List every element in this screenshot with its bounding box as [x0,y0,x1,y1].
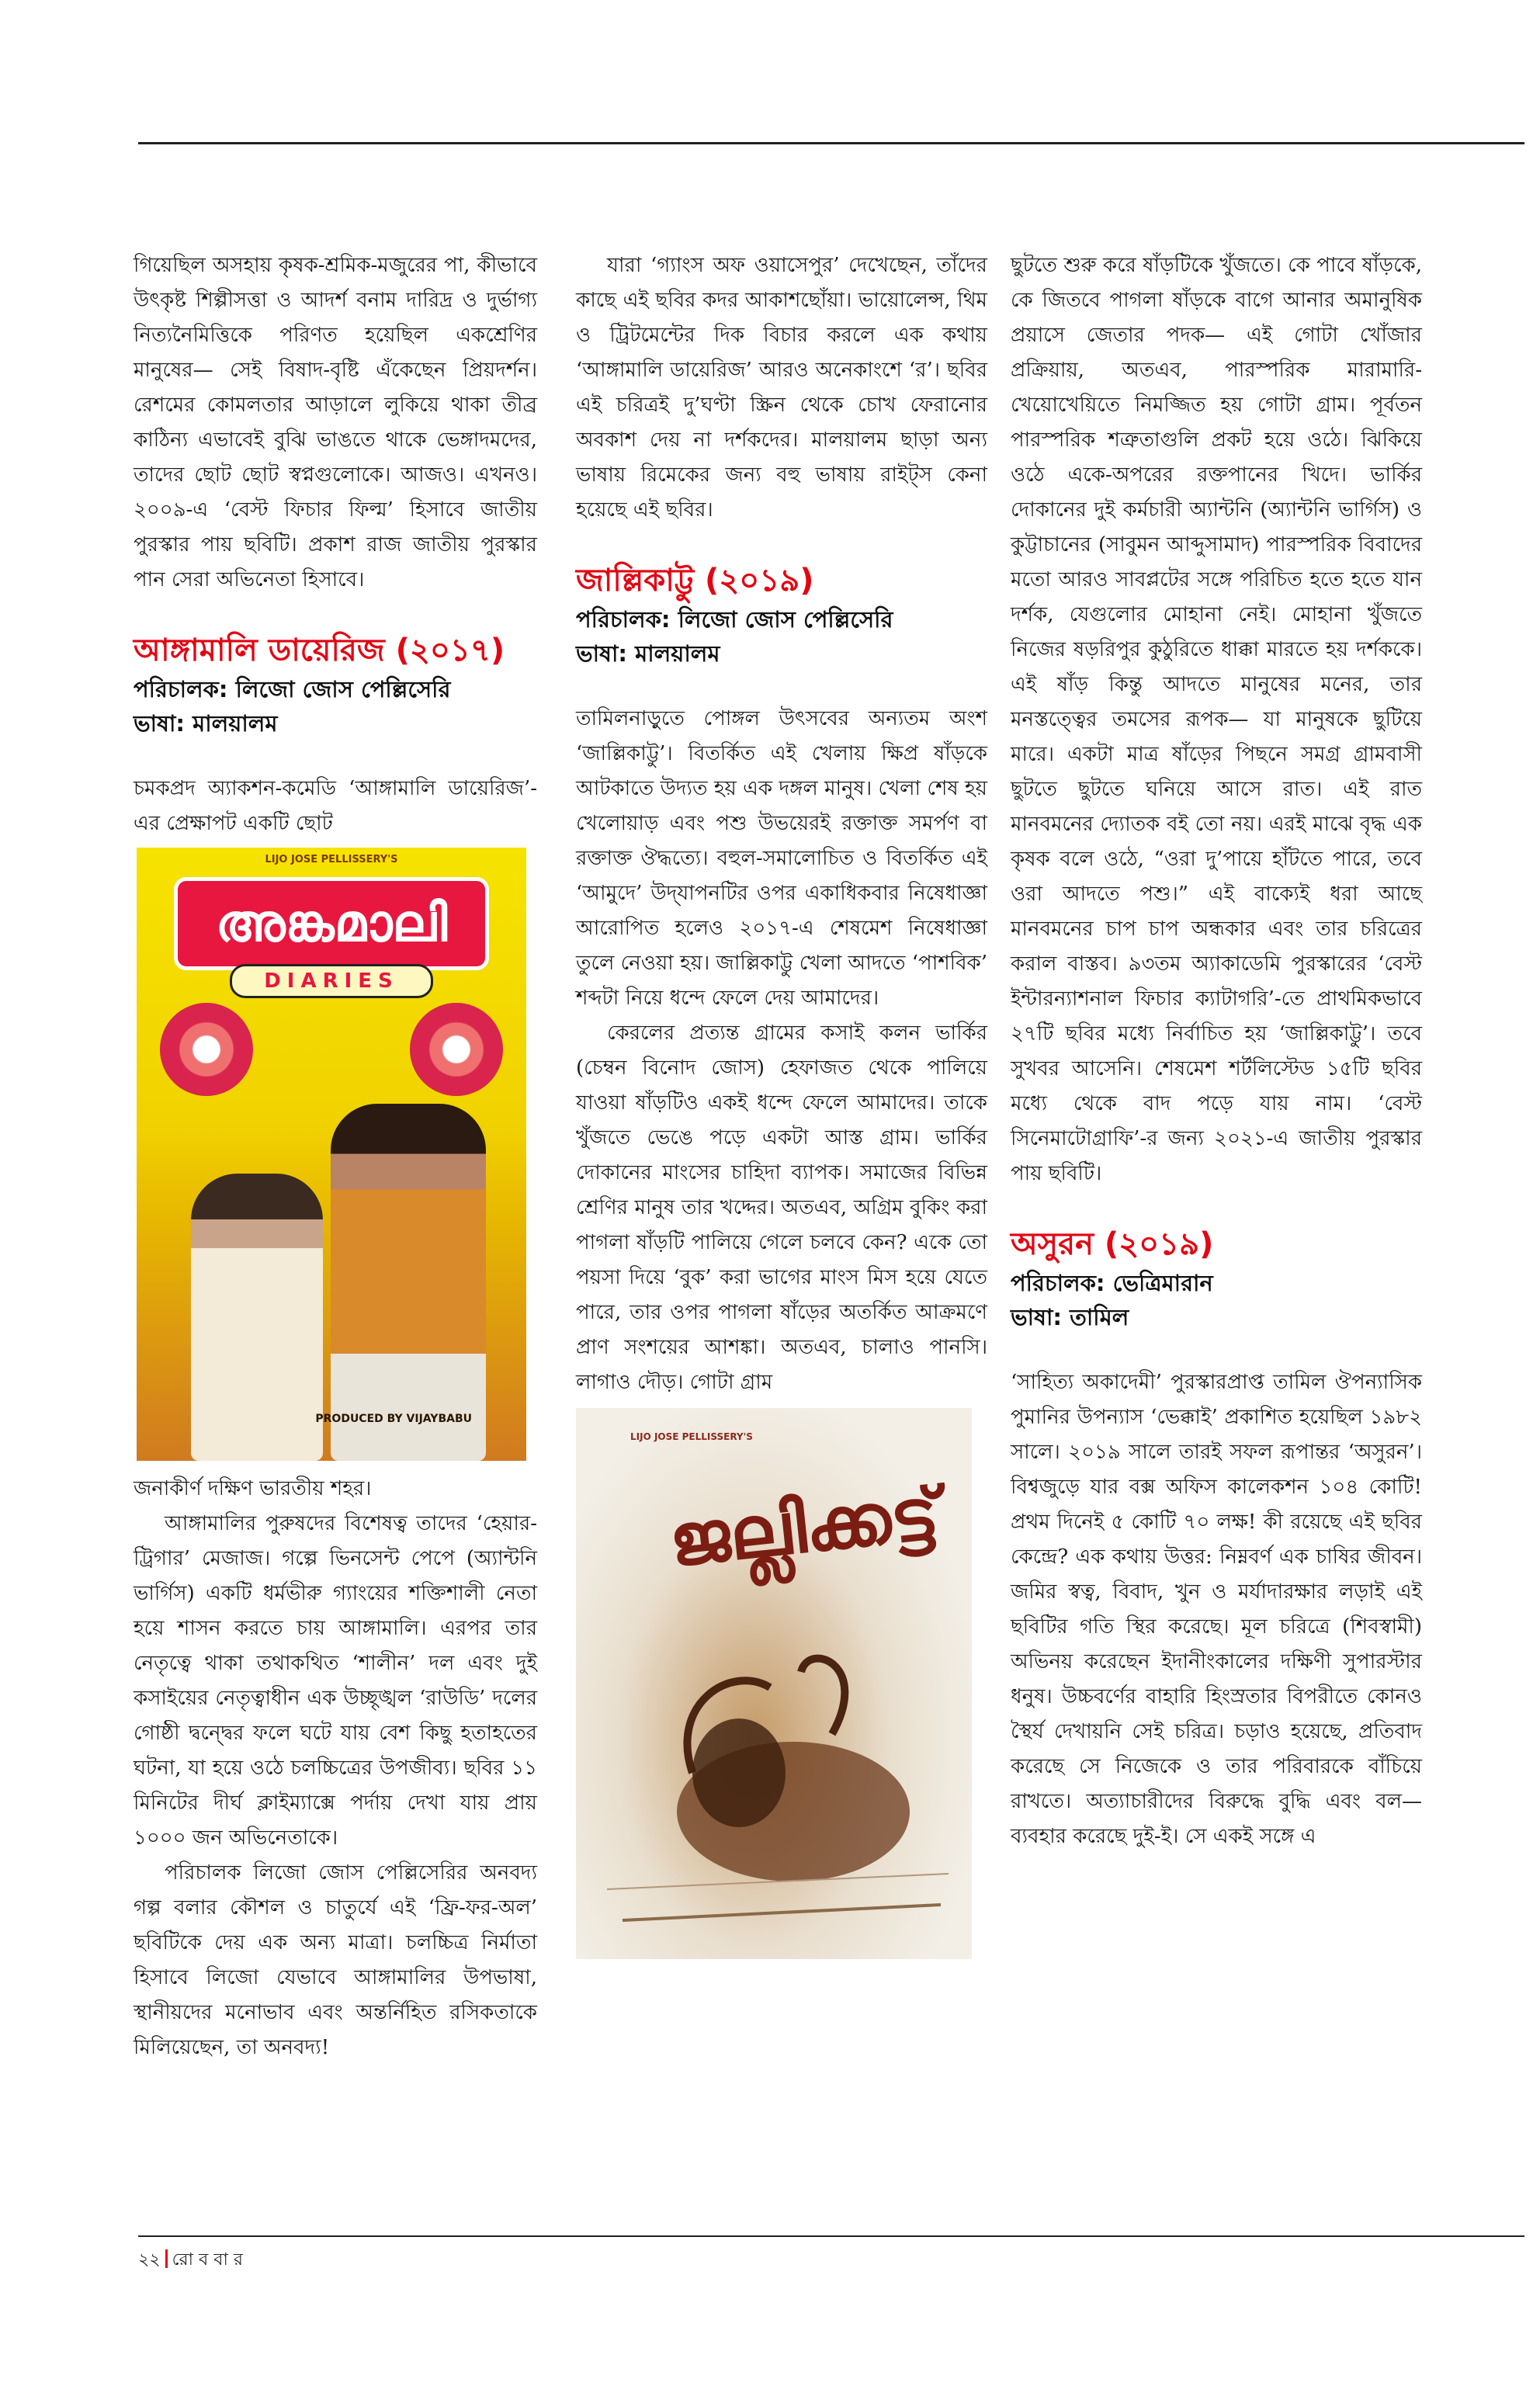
jallikattu-poster [576,1408,972,1959]
section-title-asuran: অসুরন (২০১৯) [1011,1226,1214,1262]
paragraph: চমকপ্রদ অ্যাকশন-কমেডি ‘আঙ্গামালি ডায়েরিজ’-এর প্রেক্ষাপট একটি ছোট [134,777,537,835]
paragraph: পরিচালক লিজো জোস পেল্লিসেরির অনবদ্য গল্প বলার কৌশল ও চাতুর্যে এই ‘ফ্রি-ফর-অল’ ছবিটিকে দেয় এক অন্য মাত্রা। চলচ্চিত্র নির্মাতা হিসাবে লিজো যেভাবে আঙ্গামালির উপভাষা, স্থানীয়দের মনোভাব এবং অন্তর্নিহিত রসিকতাকে মিলিয়েছেন, তা অনবদ্য! [134,1861,537,2059]
section-title-jallikattu: জাল্লিকাট্টু (২০১৯) [576,563,814,598]
director-line: পরিচালক: লিজো জোস পেল্লিসেরি [576,606,893,633]
paragraph: ‘সাহিত্য অকাদেমী’ পুরস্কারপ্রাপ্ত তামিল ঔপন্যাসিক পুমানির উপন্যাস ‘ভেক্কাই’ প্রকাশিত হয়েছিল ১৯৮২ সালে। ২০১৯ সালে তারই সফল রূপান্তর ‘অসুরন’। বিশ্বজুড়ে যার বক্স অফিস কালেকশন ১০৪ কোটি! প্রথম দিনেই ৫ কোটি ৭০ লক্ষ! কী রয়েছে এই ছবির কেন্দ্রে? এক কথায় উত্তর: নিম্নবর্ণ এক চাষির জীবন। জমির স্বত্ব, বিবাদ, খুন ও মর্যাদারক্ষার লড়াই এই ছবিটির গতি স্থির করেছে। মূল চরিত্রে (শিবস্বামী) অভিনয় করেছেন ইদানীংকালের দক্ষিণী সুপারস্টার ধনুষ। উচ্চবর্ণের বাহারি হিংস্রতার বিপরীতে কোনও স্থৈর্য দেখায়নি সেই চরিত্র। চড়াও হয়েছে, প্রতিবাদ করেছে সে নিজেকে ও তার পরিবারকে বাঁচিয়ে রাখতে। অত্যাচারীদের বিরুদ্ধে বুদ্ধি এবং বল— ব্যবহার করেছে দুই-ই। সে একই সঙ্গে এ [1011,1371,1422,1848]
director-line: পরিচালক: ভেত্রিমারান [1011,1270,1213,1296]
magazine-name: রো ব বা র [172,2250,243,2270]
angamaly-diaries-poster [137,848,526,1461]
woman-figure [191,1174,323,1461]
column-3 [1011,248,1422,1854]
director-line: পরিচালক: লিজো জোস পেল্লিসেরি [134,676,451,702]
footer-divider [165,2249,168,2268]
bottom-rule [138,2235,1524,2237]
poster-title: അങ്കമാലി [174,877,489,970]
paragraph: গিয়েছিল অসহায় কৃষক-শ্রমিক-মজুরের পা, কীভাবে উৎকৃষ্ট শিল্পীসত্তা ও আদর্শ বনাম দারিদ্র ও দুর্ভাগ্য নিত্যনৈমিত্তিকে পরিণত হয়েছিল একশ্রেণির মানুষের— সেই বিষাদ-বৃষ্টি এঁকেছেন প্রিয়দর্শন। রেশমের কোমলতার আড়ালে লুকিয়ে থাকা তীব্র কাঠিন্য এভাবেই বুঝি ভাঙতে থাকে ভেঙ্গাদমদের, তাদের ছোট ছোট স্বপ্নগুলোকে। আজও। এখনও। ২০০৯-এ ‘বেস্ট ফিচার ফিল্ম’ হিসাবে জাতীয় পুরস্কার পায় ছবিটি। প্রকাশ রাজ জাতীয় পুরস্কার পান সেরা অভিনেতা হিসাবে। [134,254,537,591]
poster-credit: LIJO JOSE PELLISSERY'S [265,854,398,865]
man-figure [331,1104,486,1461]
top-rule [138,142,1524,144]
paragraph: কেরলের প্রত্যন্ত গ্রামের কসাই কলন ভার্কির (চেম্বন বিনোদ জোস) হেফাজত থেকে পালিয়ে যাওয়া ষাঁড়টিও একই ধন্দে ফেলে আমাদের। তাকে খুঁজতে ভেঙে পড়ে একটা আস্ত গ্রাম। ভার্কির দোকানের মাংসের চাহিদা ব্যাপক। সমাজের বিভিন্ন শ্রেণির মানুষ তার খদ্দের। অতএব, অগ্রিম বুকিং করা পাগলা ষাঁড়টি পালিয়ে গেলে চলবে কেন? একে তো পয়সা দিয়ে ‘বুক’ করা ভাগের মাংস মিস হয়ে যেতে পারে, তার ওপর পাগলা ষাঁড়ের অতর্কিত আক্রমণে প্রাণ সংশয়ের আশঙ্কা। অতএব, চালাও পানসি। লাগাও দৌড়। গোটা গ্রাম [576,1021,987,1394]
language-line: ভাষা: মালয়ালম [576,640,720,667]
language-line: ভাষা: তামিল [1011,1304,1129,1330]
poster-credit: LIJO JOSE PELLISSERY'S [630,1431,753,1442]
poster-title: ജല്ലിക്കട്ട് [665,1472,943,1583]
column-2 [576,248,987,1959]
paragraph: যারা ‘গ্যাংস অফ ওয়াসেপুর’ দেখেছেন, তাঁদের কাছে এই ছবির কদর আকাশছোঁয়া। ভায়োলেন্স, থিম ও ট্রিটমেন্টের দিক বিচার করলে এক কথায় ‘আঙ্গামালি ডায়েরিজ’ আরও অনেকাংশে ‘র’। ছবির এই চরিত্রই দু’ঘণ্টা স্ক্রিন থেকে চোখ ফেরানোর অবকাশ দেয় না দর্শকদের। মালয়ালম ছাড়া অন্য ভাষায় রিমেকের জন্য বহু ভাষায় রাইট্স কেনা হয়েছে এই ছবির। [576,254,987,522]
paragraph: জনাকীর্ণ দক্ষিণ ভারতীয় শহর। [134,1477,372,1500]
loudspeaker-icon [410,1003,503,1096]
section-title-angamaly: আঙ্গামালি ডায়েরিজ (২০১৭) [134,633,505,668]
paragraph: ছুটতে শুরু করে ষাঁড়টিকে খুঁজতে। কে পাবে ষাঁড়কে, কে জিতবে পাগলা ষাঁড়কে বাগে আনার অমানুষিক প্রয়াসে জেতার পদক— এই গোটা খোঁজার প্রক্রিয়ায়, অতএব, পারস্পরিক মারামারি-খেয়োখেয়িতে নিমজ্জিত হয় গোটা গ্রাম। পূর্বতন পারস্পরিক শত্রুতাগুলি প্রকট হয়ে ওঠে। ঝিকিয়ে ওঠে একে-অপরের রক্তপানের খিদে। ভার্কির দোকানের দুই কর্মচারী অ্যান্টনি (অ্যান্টনি ভার্গিস) ও কুট্টাচানের (সাবুমন আব্দুসামাদ) পারস্পরিক বিবাদের মতো আরও সাবপ্লটের সঙ্গে পরিচিত হতে হতে যান দর্শক, যেগুলোর মোহানা নেই। মোহানা খুঁজতে নিজের ষড়রিপুর কুঠুরিতে ধাক্কা মারতে হয় দর্শককে। এই ষাঁড় কিন্তু আদতে মানুষের মনের, তার মনস্তত্ত্বের তমসের রূপক— যা মানুষকে ছুটিয়ে মারে। একটা মাত্র ষাঁড়ের পিছনে সমগ্র গ্রামবাসী ছুটতে ছুটতে ঘনিয়ে আসে রাত। এই রাত মানবমনের দ্যোতক বই তো নয়। এরই মাঝে বৃদ্ধ এক কৃষক বলে ওঠে, “ওরা দু’পায়ে হাঁটতে পারে, তবে ওরা আদতে পশু।” এই বাক্যেই ধরা আছে মানবমনের চাপ চাপ অন্ধকার এবং তার চরিত্রের করাল বাস্তব। ৯৩তম অ্যাকাডেমি পুরস্কারের ‘বেস্ট ইন্টারন্যাশনাল ফিচার ক্যাটাগরি’-তে প্রাথমিকভাবে ২৭টি ছবির মধ্যে নির্বাচিত হয় ‘জাল্লিকাট্টু’। তবে সুখবর আসেনি। শেষমেশ শর্টলিস্টেড ১৫টি ছবির মধ্যে থেকে বাদ পড়ে যায় নাম। ‘বেস্ট সিনেমাটোগ্রাফি’-র জন্য ২০২১-এ জাতীয় পুরস্কার পায় ছবিটি। [1011,254,1422,1185]
poster-producer: PRODUCED BY VIJAYBABU [315,1413,472,1425]
poster-subtitle: DIARIES [230,964,433,998]
paragraph: আঙ্গামালির পুরুষদের বিশেষত্ব তাদের ‘হেয়ার-ট্রিগার’ মেজাজ। গল্পে ভিনসেন্ট পেপে (অ্যান্টনি ভার্গিস) একটি ধর্মভীরু গ্যাংয়ের শক্তিশালী নেতা হয়ে শাসন করতে চায় আঙ্গামালি। এরপর তার নেতৃত্বে থাকা তথাকথিত ‘শালীন’ দল এবং দুই কসাইয়ের নেতৃত্বাধীন এক উচ্ছৃঙ্খল ‘রাউডি’ দলের গোষ্ঠী দ্বন্দ্বের ফলে ঘটে যায় বেশ কিছু হতাহতের ঘটনা, যা হয়ে ওঠে চলচ্চিত্রের উপজীব্য। ছবির ১১ মিনিটের দীর্ঘ ক্লাইম্যাক্সে পর্দায় দেখা যায় প্রায় ১০০০ জন অভিনেতাকে। [134,1512,537,1850]
bull-illustration [576,1408,972,1959]
language-line: ভাষা: মালয়ালম [134,710,278,737]
paragraph: তামিলনাড়ুতে পোঙ্গল উৎসবের অন্যতম অংশ ‘জাল্লিকাট্টু’। বিতর্কিত এই খেলায় ক্ষিপ্র ষাঁড়কে আটকাতে উদ্যত হয় এক দঙ্গল মানুষ। খেলা শেষ হয় খেলোয়াড় এবং পশু উভয়েরই রক্তাক্ত সমর্পণ বা রক্তাক্ত ঔদ্ধত্যে। বহুল-সমালোচিত ও বিতর্কিত এই ‘আমুদে’ উদ্‌যাপনটির ওপর একাধিকবার নিষেধাজ্ঞা আরোপিত হলেও ২০১৭-এ শেষমেশ নিষেধাজ্ঞা তুলে নেওয়া হয়। জাল্লিকাট্টু খেলা আদতে ‘পাশবিক’ শব্দটা নিয়ে ধন্দে ফেলে দেয় আমাদের। [576,707,987,1010]
column-1 [134,248,537,2065]
page-footer [138,2246,243,2275]
loudspeaker-icon [160,1003,253,1096]
page-number: ২২ [138,2250,161,2270]
